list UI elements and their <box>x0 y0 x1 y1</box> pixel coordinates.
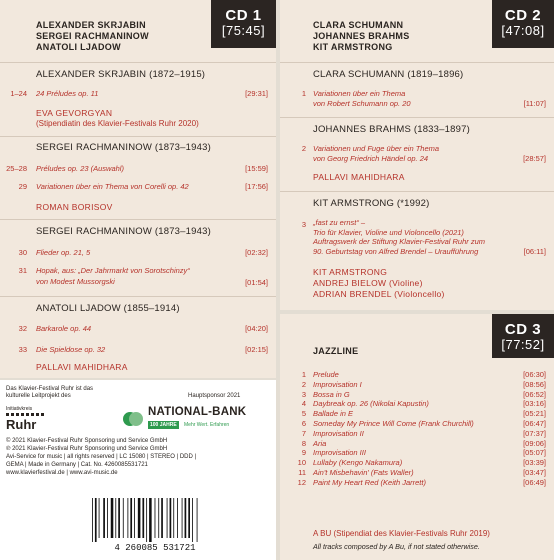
cd3-heading: JAZZLINE <box>313 346 359 356</box>
barcode-bar <box>185 498 187 538</box>
barcode-bar <box>149 498 152 542</box>
barcode-bar <box>134 498 135 538</box>
divider <box>280 117 554 118</box>
track-title: Préludes op. 23 (Auswahl) <box>36 164 124 173</box>
track-number: 11 <box>298 468 306 477</box>
track-number: 10 <box>297 458 306 468</box>
national-bank-logo <box>122 406 272 432</box>
track-number: 2 <box>301 144 306 153</box>
track-number: 12 <box>297 477 306 487</box>
track-title: Improvisation I <box>313 379 362 389</box>
track-title: Paint My Heart Red (Keith Jarrett) <box>313 477 426 487</box>
track-title: 24 Préludes op. 11 <box>36 89 99 98</box>
footer-intro-2: kulturelle Leitprojekt des <box>6 393 71 399</box>
track-time: [28:57] <box>523 154 546 163</box>
track-title: Hopak, aus: „Der Jahrmarkt von Sorotschinzy“ <box>36 266 190 275</box>
section-heading: SERGEI RACHMANINOW (1873–1943) <box>36 142 211 153</box>
cd3-badge <box>492 314 554 358</box>
track-title: Daybreak op. 26 (Nikolai Kapustin) <box>313 399 429 409</box>
section-heading: JOHANNES BRAHMS (1833–1897) <box>313 124 470 135</box>
cd1-duration: [75:45] <box>221 23 266 38</box>
barcode-bar <box>130 498 132 538</box>
bank-tagline: Mehr Wert. Erfahren <box>184 422 230 428</box>
logo-dots <box>6 413 46 416</box>
track-time: [02:15] <box>245 345 268 354</box>
track-title: Improvisation II <box>313 428 364 438</box>
footer-intro-1: Das Klavier-Festival Ruhr ist das <box>6 386 94 392</box>
track-number: 29 <box>18 182 27 191</box>
sponsor-label: Hauptsponsor 2021 <box>188 393 241 399</box>
track-title: Barkarole op. 44 <box>36 324 92 333</box>
track-title: Variationen über ein Thema von Corelli op. 42 <box>36 182 189 191</box>
track-number: 5 <box>301 409 306 419</box>
performer: A BU (Stipendiat des Klavier-Festivals Ruhr 2019) <box>313 529 490 538</box>
section-heading: CLARA SCHUMANN (1819–1896) <box>313 69 464 80</box>
initiativkreis-big: Ruhr <box>6 417 37 432</box>
barcode-bar <box>161 498 163 538</box>
cd1-composer-2: SERGEI RACHMANINOW <box>36 31 149 41</box>
track-time: [08:56] <box>523 379 546 389</box>
track-title: Die Spieldose op. 32 <box>36 345 106 354</box>
track-title: „fast zu ernst“ – <box>313 218 366 227</box>
divider <box>0 62 276 63</box>
track-time: [05:21] <box>523 409 546 419</box>
cd1-badge <box>211 0 276 48</box>
track-time: [09:06] <box>523 438 546 448</box>
performer: ROMAN BORISOV <box>36 202 113 212</box>
track-number: 25–28 <box>6 164 27 173</box>
barcode-bar <box>95 498 97 542</box>
cd2-panel <box>280 0 554 310</box>
track-title: Ballade in E <box>313 409 354 419</box>
bank-emblem-icon <box>122 408 144 430</box>
track-number: 30 <box>18 248 27 257</box>
track-number: 8 <box>301 438 306 448</box>
divider <box>0 296 276 297</box>
barcode-bar <box>192 498 193 542</box>
track-time: [05:07] <box>523 448 546 458</box>
track-title-line2: von Georg Friedrich Händel op. 24 <box>313 154 429 163</box>
cd2-duration: [47:08] <box>501 23 545 38</box>
track-time: [17:56] <box>245 182 268 191</box>
barcode-bar <box>99 498 100 538</box>
barcode-number: 4 260085 531721 <box>80 543 230 553</box>
section-heading: ALEXANDER SKRJABIN (1872–1915) <box>36 69 206 80</box>
barcode-bar <box>103 498 105 538</box>
divider <box>0 219 276 220</box>
barcode-bar <box>92 498 93 542</box>
barcode-bar <box>155 498 156 538</box>
section-heading: SERGEI RACHMANINOW (1873–1943) <box>36 226 211 237</box>
track-title: Someday My Prince Will Come (Frank Churchill) <box>313 419 474 428</box>
initiativkreis-small: Initiativkreis <box>6 406 33 412</box>
barcode-bar <box>118 498 120 538</box>
section-heading: ANATOLI LJADOW (1855–1914) <box>36 303 180 314</box>
barcode-bar <box>188 498 190 538</box>
barcode-bar <box>146 498 147 542</box>
cd1-label: CD 1 <box>225 7 262 24</box>
legal-line-5: www.klavierfestival.de | www.avi-music.de <box>6 470 118 476</box>
cd3-label: CD 3 <box>504 321 542 338</box>
legal-line-4: GEMA | Made in Germany | Cat. No. 4260085531721 <box>6 462 148 468</box>
track-time: [02:32] <box>245 248 268 257</box>
legal-line-1: © 2021 Klavier-Festival Ruhr Sponsoring und Service GmbH <box>6 438 168 444</box>
bank-badge: 100 JAHRE <box>150 422 177 428</box>
barcode-bar <box>197 498 198 542</box>
barcode-bar <box>158 498 159 538</box>
barcode-bar <box>115 498 116 538</box>
cd2-label: CD 2 <box>504 7 542 24</box>
initiativkreis-logo <box>6 406 66 434</box>
track-number: 1 <box>301 89 306 98</box>
track-title: Lullaby (Kengo Nakamura) <box>313 458 403 468</box>
cd2-composer-3: KIT ARMSTRONG <box>313 42 393 52</box>
cd2-composer-1: CLARA SCHUMANN <box>313 20 404 30</box>
performer: PALLAVI MAHIDHARA <box>36 362 128 372</box>
divider <box>280 191 554 192</box>
barcode-bar <box>177 498 178 538</box>
bank-name: NATIONAL-BANK <box>148 406 247 418</box>
section-heading: KIT ARMSTRONG (*1992) <box>313 198 430 209</box>
track-title-line4: 90. Geburtstag von Alfred Brendel – Uraufführung <box>313 246 479 256</box>
track-title: Ain't Misbehavin' (Fats Waller) <box>313 468 414 477</box>
cd1-composer-1: ALEXANDER SKRJABIN <box>36 20 146 30</box>
track-number: 9 <box>301 448 306 458</box>
performer: ADRIAN BRENDEL (Violoncello) <box>313 289 445 299</box>
barcode-bar <box>107 498 108 538</box>
track-time: [03:16] <box>523 399 546 409</box>
track-time: [06:49] <box>523 477 546 487</box>
track-title-line3: Auftragswerk der Stiftung Klavier-Festival Ruhr zum <box>313 237 486 246</box>
cd3-panel <box>280 314 554 560</box>
track-time: [03:39] <box>523 458 546 468</box>
divider <box>280 62 554 63</box>
track-title-line2: von Robert Schumann op. 20 <box>313 99 411 108</box>
performer-note: (Stipendiatin des Klavier-Festivals Ruhr 2020) <box>36 119 199 128</box>
track-number: 2 <box>301 379 306 389</box>
track-time: [06:30] <box>523 370 546 379</box>
barcode-bar <box>182 498 183 538</box>
track-number: 3 <box>301 220 306 229</box>
track-title: Flieder op. 21, 5 <box>36 248 91 257</box>
track-number: 7 <box>301 428 306 438</box>
track-number: 31 <box>18 266 27 275</box>
track-number: 33 <box>18 345 27 354</box>
legal-line-2: ℗ 2021 Klavier-Festival Ruhr Sponsoring und Service GmbH <box>6 446 168 452</box>
track-time: [29:31] <box>245 89 268 98</box>
track-number: 32 <box>18 324 27 333</box>
track-title: Variationen und Fuge über ein Thema <box>313 144 440 153</box>
track-number: 1 <box>301 370 306 379</box>
track-number: 1–24 <box>10 89 27 98</box>
track-number: 3 <box>301 389 306 399</box>
barcode-bar <box>167 498 168 538</box>
performer: KIT ARMSTRONG <box>313 267 388 277</box>
cd1-composer-3: ANATOLI LJADOW <box>36 42 121 52</box>
track-time: [11:07] <box>523 99 546 108</box>
performer: EVA GEVORGYAN <box>36 108 113 118</box>
track-title: Bossa in G <box>313 389 350 399</box>
cd2-composer-2: JOHANNES BRAHMS <box>313 31 410 41</box>
track-time: [06:11] <box>523 247 546 256</box>
track-title-line2: von Modest Mussorgski <box>36 277 115 286</box>
barcode-bar <box>142 498 144 538</box>
track-time: [03:47] <box>523 468 546 477</box>
track-time: [04:20] <box>245 324 268 333</box>
barcode-bar <box>127 498 128 538</box>
track-title: Variationen über ein Thema <box>313 89 406 98</box>
track-number: 6 <box>301 419 306 428</box>
barcode-bar <box>138 498 141 538</box>
divider <box>0 136 276 137</box>
track-time: [06:47] <box>523 419 546 428</box>
track-time: [06:52] <box>523 389 546 399</box>
cd1-panel <box>0 0 276 378</box>
cd3-duration: [77:52] <box>501 337 545 352</box>
track-time: [01:54] <box>245 278 268 287</box>
track-title: Prelude <box>313 370 339 379</box>
track-title: Aria <box>313 438 327 448</box>
performer: ANDREJ BIELOW (Violine) <box>313 278 423 288</box>
legal-line-3: Avi-Service for music | all rights reserved | LC 15080 | STEREO | DDD | <box>6 454 197 460</box>
track-title-line2: Trio für Klavier, Violine und Violoncello (2021) <box>313 227 464 237</box>
performer: PALLAVI MAHIDHARA <box>313 172 405 182</box>
barcode-bar <box>173 498 174 538</box>
barcode-bar <box>170 498 172 538</box>
composer-note: All tracks composed by A Bu, if not stated otherwise. <box>313 542 480 551</box>
track-time: [15:59] <box>245 164 268 173</box>
barcode <box>80 496 230 546</box>
track-number: 4 <box>301 399 306 409</box>
track-title: Improvisation III <box>313 448 366 458</box>
cd2-badge <box>492 0 554 48</box>
barcode-bar <box>123 498 124 538</box>
track-time: [07:37] <box>523 428 546 438</box>
barcode-bar <box>111 498 114 538</box>
